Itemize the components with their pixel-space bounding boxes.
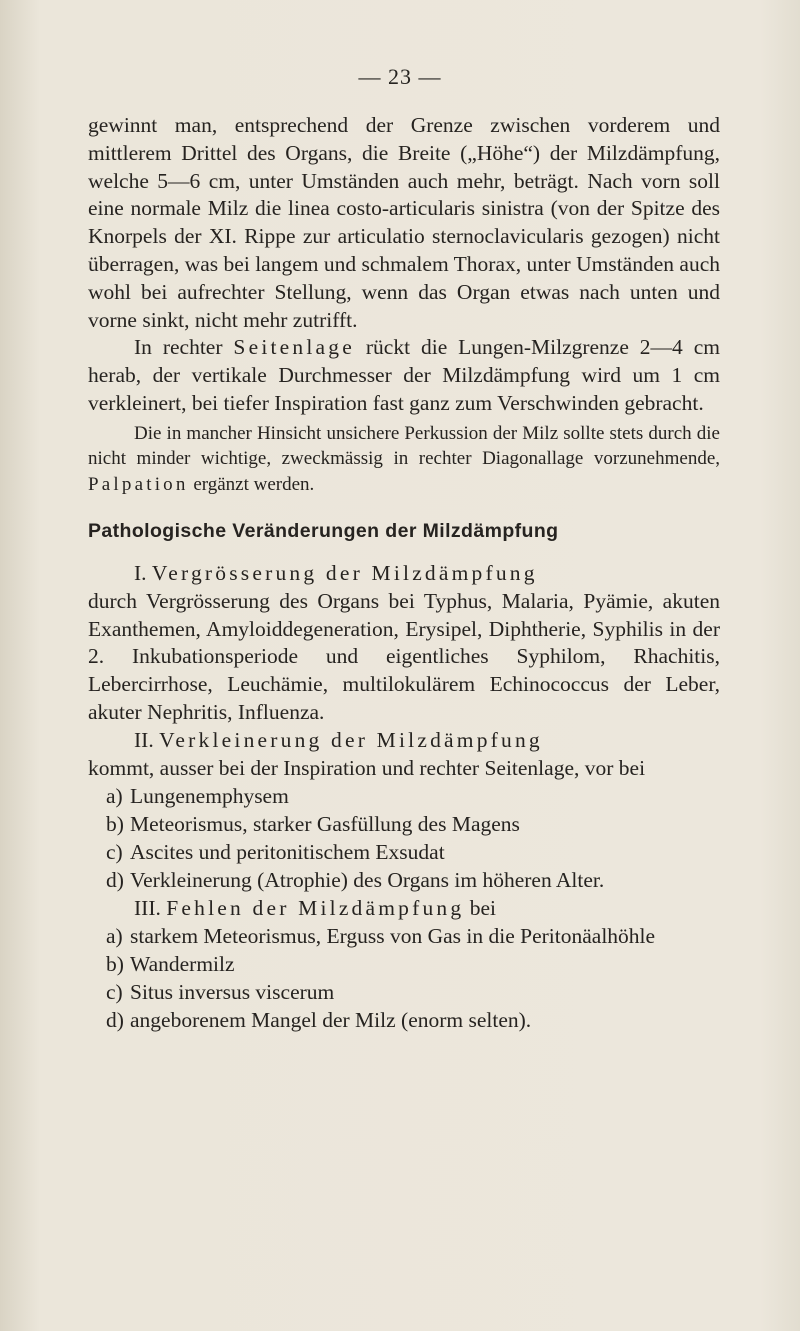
section-heading: Pathologische Veränderungen der Milzdämpfung (88, 520, 559, 543)
section-2-text: kommt, ausser bei der Inspiration und rechter Seitenlage, vor bei (88, 755, 646, 780)
section-2-title: II. Verkleinerung der Milzdämpfung (134, 727, 543, 752)
list-item: d) angeborenem Mangel der Milz (enorm selten). (106, 1007, 532, 1032)
list-item: c) Situs inversus viscerum (106, 980, 335, 1005)
section-2-list (88, 783, 720, 894)
paragraph-3: Die in mancher Hinsicht unsichere Perkussion der Milz sollte stets durch die nicht minder wichtige, zweckmässig in rechter Diagonallage vorzunehmende, Palpation ergänzt werden. (88, 422, 720, 495)
paragraph-2: In rechter Seitenlage rückt die Lungen-Milzgrenze 2—4 cm herab, der vertikale Durchmesser der Milzdämpfung wird um 1 cm verkleinert, bei tiefer Inspiration fast ganz zum Verschwinden gebracht. (88, 335, 720, 415)
list-item: a) starkem Meteorismus, Erguss von Gas in die Peritonäalhöhle (106, 924, 656, 949)
paragraph-1: gewinnt man, entsprechend der Grenze zwischen vorderem und mittlerem Drittel des Organs, die Breite („Höhe“) der Milzdämpfung, welche 5—6 cm, unter Umständen auch mehr, beträgt. Nach vorn soll eine normale Milz die linea costo-articularis sinistra (von der Spitze des Knorpels der XI. Rippe zur articulatio sternoclavicularis gezogen) nicht überragen, was bei langem und schmalem Thorax, unter Umständen auch wohl bei aufrechter Stellung, wenn das Organ etwas nach unten und vorne sinkt, nicht mehr zutrifft. (88, 113, 720, 332)
list-item: b) Wandermilz (106, 952, 235, 977)
page-number: — 23 — (358, 64, 442, 89)
list-item: a) Lungenemphysem (106, 784, 289, 809)
list-item: c) Ascites und peritonitischem Exsudat (106, 840, 445, 865)
section-3-title: III. Fehlen der Milzdämpfung bei (134, 895, 496, 920)
section-1-text: durch Vergrösserung des Organs bei Typhus, Malaria, Pyämie, akuten Exanthemen, Amyloiddegeneration, Erysipel, Diphtherie, Syphilis in der 2. Inkubationsperiode und eigentliches Syphilom, Rhachitis, Lebercirrhose, Leuchämie, multilokulärem Echinococcus der Leber, akuter Nephritis, Influenza. (88, 588, 720, 725)
spaced-term: Seitenlage (233, 335, 355, 360)
section-1-title: I. Vergrösserung der Milzdämpfung (134, 561, 538, 586)
body-text (88, 112, 720, 1035)
list-item: d) Verkleinerung (Atrophie) des Organs im höheren Alter. (106, 867, 605, 892)
list-item: b) Meteorismus, starker Gasfüllung des Magens (106, 812, 520, 837)
section-3-list (88, 923, 720, 1034)
spaced-term: Palpation (88, 473, 189, 495)
